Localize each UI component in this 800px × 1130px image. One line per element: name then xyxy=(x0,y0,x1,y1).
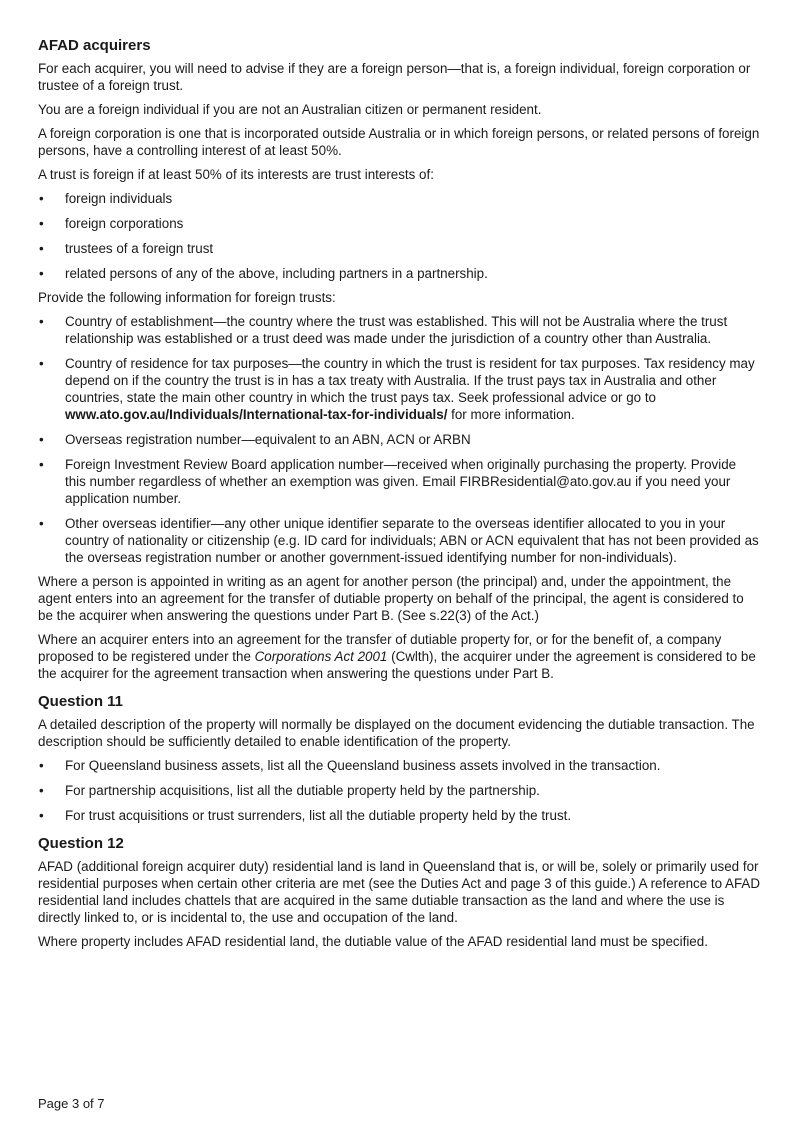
list-item-text: Country of residence for tax purposes—the country in which the trust is resident for tax purposes. Tax residency may depend on if the country the trust is in has a tax treaty with Australia. If the trust pays tax in Australia and other countries, state the main other country in which the trust pays tax. Seek professional advice or go to xyxy=(65,356,755,405)
afad-para-2: You are a foreign individual if you are not an Australian citizen or permanent resident. xyxy=(38,102,542,117)
heading-question-12: Question 12 xyxy=(38,835,124,852)
list-item: • foreign corporations xyxy=(38,215,760,232)
afad-para-4: A trust is foreign if at least 50% of its interests are trust interests of: xyxy=(38,167,434,182)
q12-para-2: Where property includes AFAD residential land, the dutiable value of the AFAD residential land must be specified. xyxy=(38,934,708,949)
list-item: • For trust acquisitions or trust surrenders, list all the dutiable property held by the trust. xyxy=(38,807,760,824)
q11-list xyxy=(38,757,760,824)
heading-question-11: Question 11 xyxy=(38,693,124,710)
list-item: • trustees of a foreign trust xyxy=(38,240,760,257)
afad-para-5: Provide the following information for foreign trusts: xyxy=(38,290,336,305)
list-item: • related persons of any of the above, including partners in a partnership. xyxy=(38,265,760,282)
heading-afad-acquirers: AFAD acquirers xyxy=(38,37,151,54)
page-content xyxy=(38,36,760,957)
list-item: • foreign individuals xyxy=(38,190,760,207)
afad-para-1: For each acquirer, you will need to advise if they are a foreign person—that is, a foreign individual, foreign corporation or trustee of a foreign trust. xyxy=(38,61,751,93)
afad-para-3: A foreign corporation is one that is incorporated outside Australia or in which foreign persons, or related persons of foreign persons, have a controlling interest of at least 50%. xyxy=(38,126,760,158)
list-item-text: for more information. xyxy=(447,407,575,422)
afad-para-7 xyxy=(38,631,760,682)
list-item: • Other overseas identifier—any other unique identifier separate to the overseas identifier allocated to you in your country of nationality or citizenship (e.g. ID card for individuals; ABN or ACN equivalent that has not been provided as the overseas registration number or another government-issued identifying number for non-individuals). xyxy=(38,515,760,566)
page-number: Page 3 of 7 xyxy=(38,1096,105,1111)
list-item: • For partnership acquisitions, list all the dutiable property held by the partnership. xyxy=(38,782,760,799)
foreign-trust-interests-list xyxy=(38,190,760,282)
para-text: Where an acquirer enters into an agreement for the transfer of dutiable property for, or for the benefit of, a company proposed to be registered under the xyxy=(38,632,722,664)
para-text: (Cwlth), the acquirer under the agreement is considered to be the acquirer for the agreement transaction when answering the questions under Part B. xyxy=(38,649,756,681)
afad-para-6: Where a person is appointed in writing as an agent for another person (the principal) and, under the appointment, the agent enters into an agreement for the transfer of dutiable property on behalf of the principal, the agent is considered to be the acquirer when answering the questions under Part B. (See s.22(3) of the Act.) xyxy=(38,574,744,623)
foreign-trust-info-list xyxy=(38,313,760,566)
list-item xyxy=(38,355,760,423)
act-title: Corporations Act 2001 xyxy=(254,649,388,664)
list-item: • Foreign Investment Review Board application number—received when originally purchasing the property. Provide this number regardless of whether an exemption was given. Email FIRBResidential@ato.gov.au if you need your application number. xyxy=(38,456,760,507)
q11-para-1: A detailed description of the property will normally be displayed on the document evidencing the dutiable transaction. The description should be sufficiently detailed to enable identification of the property. xyxy=(38,717,755,749)
list-item: • Overseas registration number—equivalent to an ABN, ACN or ARBN xyxy=(38,431,760,448)
q12-para-1: AFAD (additional foreign acquirer duty) residential land is land in Queensland that is, or will be, solely or primarily used for residential purposes when certain other criteria are met (see the Duties Act and page 3 of this guide.) A reference to AFAD residential land includes chattels that are acquired in the same dutiable transaction as the land and where the use is directly linked to, or is incidental to, the use and occupation of the land. xyxy=(38,859,761,925)
list-item: • Country of establishment—the country where the trust was established. This will not be Australia where the trust relationship was established or a trust deed was made under the jurisdiction of a country other than Australia. xyxy=(38,313,760,347)
ato-link[interactable]: www.ato.gov.au/Individuals/International-tax-for-individuals/ xyxy=(65,407,448,422)
list-item: • For Queensland business assets, list all the Queensland business assets involved in the transaction. xyxy=(38,757,760,774)
